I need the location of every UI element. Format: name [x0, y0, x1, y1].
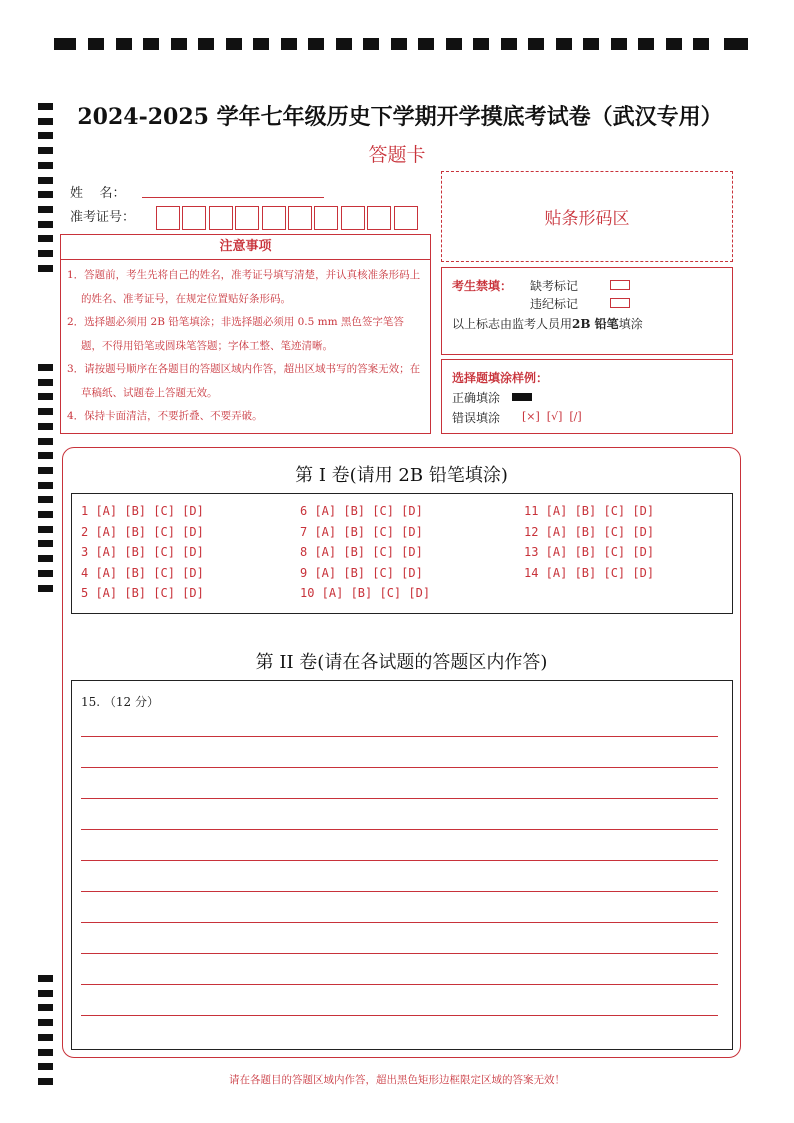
timing-mark	[38, 221, 53, 228]
timing-mark	[38, 585, 53, 592]
timing-mark	[418, 38, 434, 50]
notice-box	[60, 234, 431, 434]
writing-line	[81, 798, 718, 799]
writing-line	[81, 922, 718, 923]
writing-line	[81, 767, 718, 768]
violation-mark-box[interactable]	[610, 298, 630, 308]
id-digit-box[interactable]	[394, 206, 418, 230]
timing-mark	[501, 38, 517, 50]
timing-mark	[38, 364, 53, 371]
timing-mark	[38, 423, 53, 430]
timing-mark	[724, 38, 748, 50]
timing-mark	[446, 38, 462, 50]
writing-line	[81, 953, 718, 954]
timing-mark	[336, 38, 352, 50]
choice-question[interactable]: 8 [A] [B] [C] [D]	[300, 545, 423, 559]
timing-mark	[38, 393, 53, 400]
timing-mark	[198, 38, 214, 50]
wrong-fill-samples: [×] [√] [/]	[522, 410, 582, 423]
timing-mark	[253, 38, 269, 50]
writing-line	[81, 829, 718, 830]
answer-card-subtitle: 答题卡	[368, 144, 426, 166]
timing-mark	[88, 38, 104, 50]
timing-mark	[54, 38, 76, 50]
name-label: 姓 名：	[70, 186, 126, 201]
forbidden-note: 以上标志由监考人员用2B 铅笔填涂	[452, 317, 643, 331]
writing-line	[81, 1015, 718, 1016]
absent-mark-label: 缺考标记	[530, 279, 579, 293]
correct-fill-sample	[512, 393, 532, 401]
timing-mark	[38, 103, 53, 110]
timing-mark	[38, 250, 53, 257]
choice-question[interactable]: 4 [A] [B] [C] [D]	[81, 565, 204, 580]
timing-mark	[38, 408, 53, 415]
barcode-label: 贴条形码区	[544, 209, 630, 229]
timing-mark	[38, 975, 53, 982]
choice-question[interactable]: 7 [A] [B] [C] [D]	[300, 524, 423, 539]
correct-fill-label: 正确填涂	[452, 391, 501, 405]
timing-mark	[38, 555, 53, 562]
timing-mark	[611, 38, 627, 50]
id-label: 准考证号：	[70, 210, 136, 225]
section2-title: 第 II 卷(请在各试题的答题区内作答)	[255, 652, 548, 673]
fill-sample-heading: 选择题填涂样例：	[452, 371, 549, 385]
timing-mark	[38, 540, 53, 547]
timing-mark	[308, 38, 324, 50]
timing-mark	[38, 990, 53, 997]
timing-mark	[38, 206, 53, 213]
id-digit-box[interactable]	[235, 206, 259, 230]
timing-mark	[171, 38, 187, 50]
footer-warning: 请在各题目的答题区域内作答，超出黑色矩形边框限定区域的答案无效！	[229, 1074, 565, 1086]
choice-question[interactable]: 11 [A] [B] [C] [D]	[524, 504, 655, 518]
violation-mark-label: 违纪标记	[530, 297, 579, 311]
choice-question[interactable]: 13 [A] [B] [C] [D]	[524, 545, 655, 559]
id-digit-box[interactable]	[367, 206, 391, 230]
q15-label: 15. （12 分）	[81, 695, 159, 709]
timing-mark	[638, 38, 654, 50]
timing-mark	[38, 570, 53, 577]
choice-question[interactable]: 9 [A] [B] [C] [D]	[300, 565, 423, 580]
timing-mark	[38, 1004, 53, 1011]
timing-mark	[693, 38, 709, 50]
timing-mark	[666, 38, 682, 50]
writing-line	[81, 891, 718, 892]
timing-mark	[363, 38, 379, 50]
choice-question[interactable]: 10 [A] [B] [C] [D]	[300, 586, 431, 600]
notice-heading: 注意事项	[61, 235, 430, 260]
id-digit-box[interactable]	[314, 206, 338, 230]
choice-question[interactable]: 2 [A] [B] [C] [D]	[81, 524, 204, 539]
id-digit-box[interactable]	[262, 206, 286, 230]
timing-mark	[473, 38, 489, 50]
id-digit-box[interactable]	[182, 206, 206, 230]
timing-mark	[583, 38, 599, 50]
timing-mark	[143, 38, 159, 50]
timing-mark	[38, 1019, 53, 1026]
notice-item: 1．答题前，考生先将自己的姓名，准考证号填写清楚，并认真核准条形码上的姓名、准考证号，在规定位置贴好条形码。	[67, 269, 421, 305]
timing-mark	[38, 467, 53, 474]
writing-line	[81, 736, 718, 737]
timing-mark	[38, 452, 53, 459]
exam-title: 2024-2025 学年七年级历史下学期开学摸底考试卷（武汉专用）	[77, 104, 723, 130]
fill-sample-box	[441, 359, 733, 434]
choice-question[interactable]: 5 [A] [B] [C] [D]	[81, 586, 204, 600]
forbidden-label: 考生禁填：	[452, 279, 513, 293]
writing-line	[81, 984, 718, 985]
barcode-area	[441, 171, 733, 262]
timing-mark	[38, 177, 53, 184]
timing-mark	[38, 118, 53, 125]
timing-mark	[116, 38, 132, 50]
timing-mark	[556, 38, 572, 50]
timing-mark	[38, 265, 53, 272]
absent-mark-box[interactable]	[610, 280, 630, 290]
timing-mark	[38, 1063, 53, 1070]
forbidden-box	[441, 267, 733, 355]
choice-question[interactable]: 12 [A] [B] [C] [D]	[524, 524, 655, 539]
choice-question[interactable]: 6 [A] [B] [C] [D]	[300, 504, 423, 518]
name-field[interactable]	[142, 197, 324, 198]
id-digit-box[interactable]	[288, 206, 312, 230]
timing-mark	[38, 526, 53, 533]
id-digit-box[interactable]	[156, 206, 180, 230]
timing-mark	[226, 38, 242, 50]
choice-question[interactable]: 3 [A] [B] [C] [D]	[81, 545, 204, 559]
choice-question[interactable]: 14 [A] [B] [C] [D]	[524, 565, 655, 580]
timing-mark	[38, 191, 53, 198]
timing-mark	[38, 1034, 53, 1041]
timing-mark	[38, 496, 53, 503]
timing-mark	[38, 235, 53, 242]
section1-title: 第 I 卷(请用 2B 铅笔填涂)	[295, 465, 508, 486]
writing-line	[81, 860, 718, 861]
id-digit-box[interactable]	[341, 206, 365, 230]
timing-mark	[38, 379, 53, 386]
id-digit-box[interactable]	[209, 206, 233, 230]
timing-mark	[38, 482, 53, 489]
timing-mark	[281, 38, 297, 50]
notice-item: 4．保持卡面清洁，不要折叠、不要弄破。	[67, 410, 263, 422]
notice-item: 3．请按题号顺序在各题目的答题区域内作答，超出区域书写的答案无效；在草稿纸、试题卷上答题无效。	[67, 363, 421, 399]
timing-mark	[528, 38, 544, 50]
wrong-fill-label: 错误填涂	[452, 411, 501, 425]
choice-question[interactable]: 1 [A] [B] [C] [D]	[81, 504, 204, 518]
timing-mark	[38, 511, 53, 518]
timing-mark	[391, 38, 407, 50]
notice-item: 2．选择题必须用 2B 铅笔填涂；非选择题必须用 0.5 mm 黑色签字笔答题，不得用铅笔或圆珠笔答题；字体工整、笔迹清晰。	[67, 316, 404, 352]
timing-mark	[38, 132, 53, 139]
timing-mark	[38, 438, 53, 445]
timing-mark	[38, 1049, 53, 1056]
